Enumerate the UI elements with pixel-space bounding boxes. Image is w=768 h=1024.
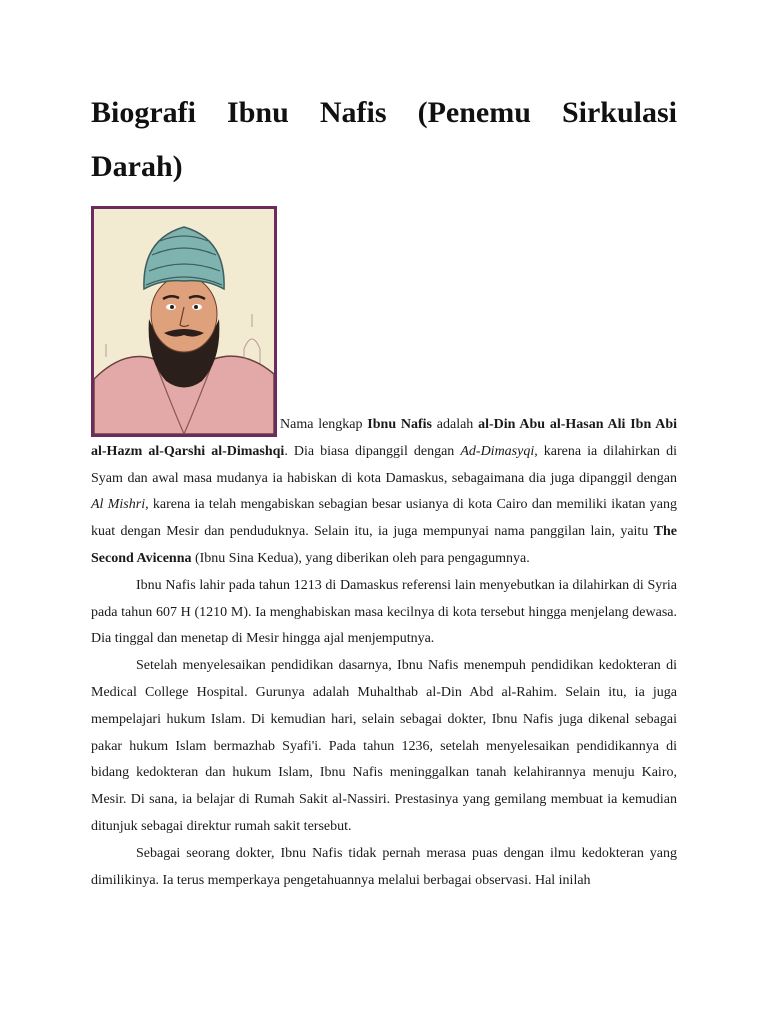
paragraph-1-segment: Ad-Dimasyqi xyxy=(460,443,535,459)
paragraph-2 xyxy=(91,573,677,653)
paragraph-3 xyxy=(91,653,677,841)
ibnu-nafis-portrait xyxy=(91,206,277,437)
document-title: Biografi Ibnu Nafis (Penemu Sirkulasi Darah) xyxy=(91,96,677,183)
paragraph-1-segment: Ibnu Nafis xyxy=(367,417,432,432)
paragraph-1-segment: Al Mishri xyxy=(91,497,146,513)
paragraph-4-segment: Sebagai seorang dokter, Ibnu Nafis tidak pernah merasa puas dengan ilmu kedokteran yang dimilikinya. Ia terus memperkaya pengetahuannya melalui berbagai observasi. Hal inilah xyxy=(91,845,677,888)
paragraph-4 xyxy=(91,841,677,895)
document-page xyxy=(91,86,677,894)
paragraph-2-segment: Ibnu Nafis lahir pada tahun 1213 di Damaskus referensi lain menyebutkan ia dilahirkan di Syria pada tahun 607 H (1210 M). Ia menghabiskan masa kecilnya di kota tersebut hingga menjelang dewasa. Dia tinggal dan menetap di Mesir hingga ajal menjemputnya. xyxy=(91,577,677,647)
paragraph-1-segment: , karena ia telah mengabiskan sebagian besar usianya di kota Cairo dan memiliki ikatan yang kuat dengan Mesir dan penduduknya. Selain itu, ia juga mempunyai nama panggilan lain, yaitu xyxy=(91,497,677,540)
paragraph-1-segment: The Second Avicenna xyxy=(91,524,677,566)
paragraph-1-segment: (Ibnu Sina Kedua), yang diberikan oleh para pengagumnya. xyxy=(191,550,530,566)
paragraph-1-segment: adalah xyxy=(432,417,479,432)
portrait-illustration xyxy=(94,209,274,434)
paragraph-3-segment: Setelah menyelesaikan pendidikan dasarnya, Ibnu Nafis menempuh pendidikan kedokteran di Medical College Hospital. Gurunya adalah Muhalthab al-Din Abd al-Rahim. Selain itu, ia juga mempelajari hukum Islam. Di kemudian hari, selain sebagai dokter, Ibnu Nafis juga dikenal sebagai pakar hukum Islam bermazhab Syafi'i. Pada tahun 1236, setelah menyelesaikan pendidikannya di bidang kedokteran dan hukum Islam, Ibnu Nafis meninggalkan tanah kelahirannya menuju Kairo, Mesir. Di sana, ia belajar di Rumah Sakit al-Nassiri. Prestasinya yang gemilang membuat ia kemudian ditunjuk sebagai direktur rumah sakit tersebut. xyxy=(91,658,677,834)
paragraph-1-segment: al-Din Abu al-Hasan Ali Ibn Abi al-Hazm al-Qarshi al-Dimashqi xyxy=(91,417,678,459)
paragraph-1-segment: . Dia biasa dipanggil dengan xyxy=(284,443,461,459)
paragraph-1-segment: Nama lengkap xyxy=(280,417,368,432)
paragraph-1-segment: , karena ia dilahirkan di Syam dan awal masa mudanya ia habiskan di kota Damaskus, sebagaimana dia juga dipanggil dengan xyxy=(91,443,677,486)
